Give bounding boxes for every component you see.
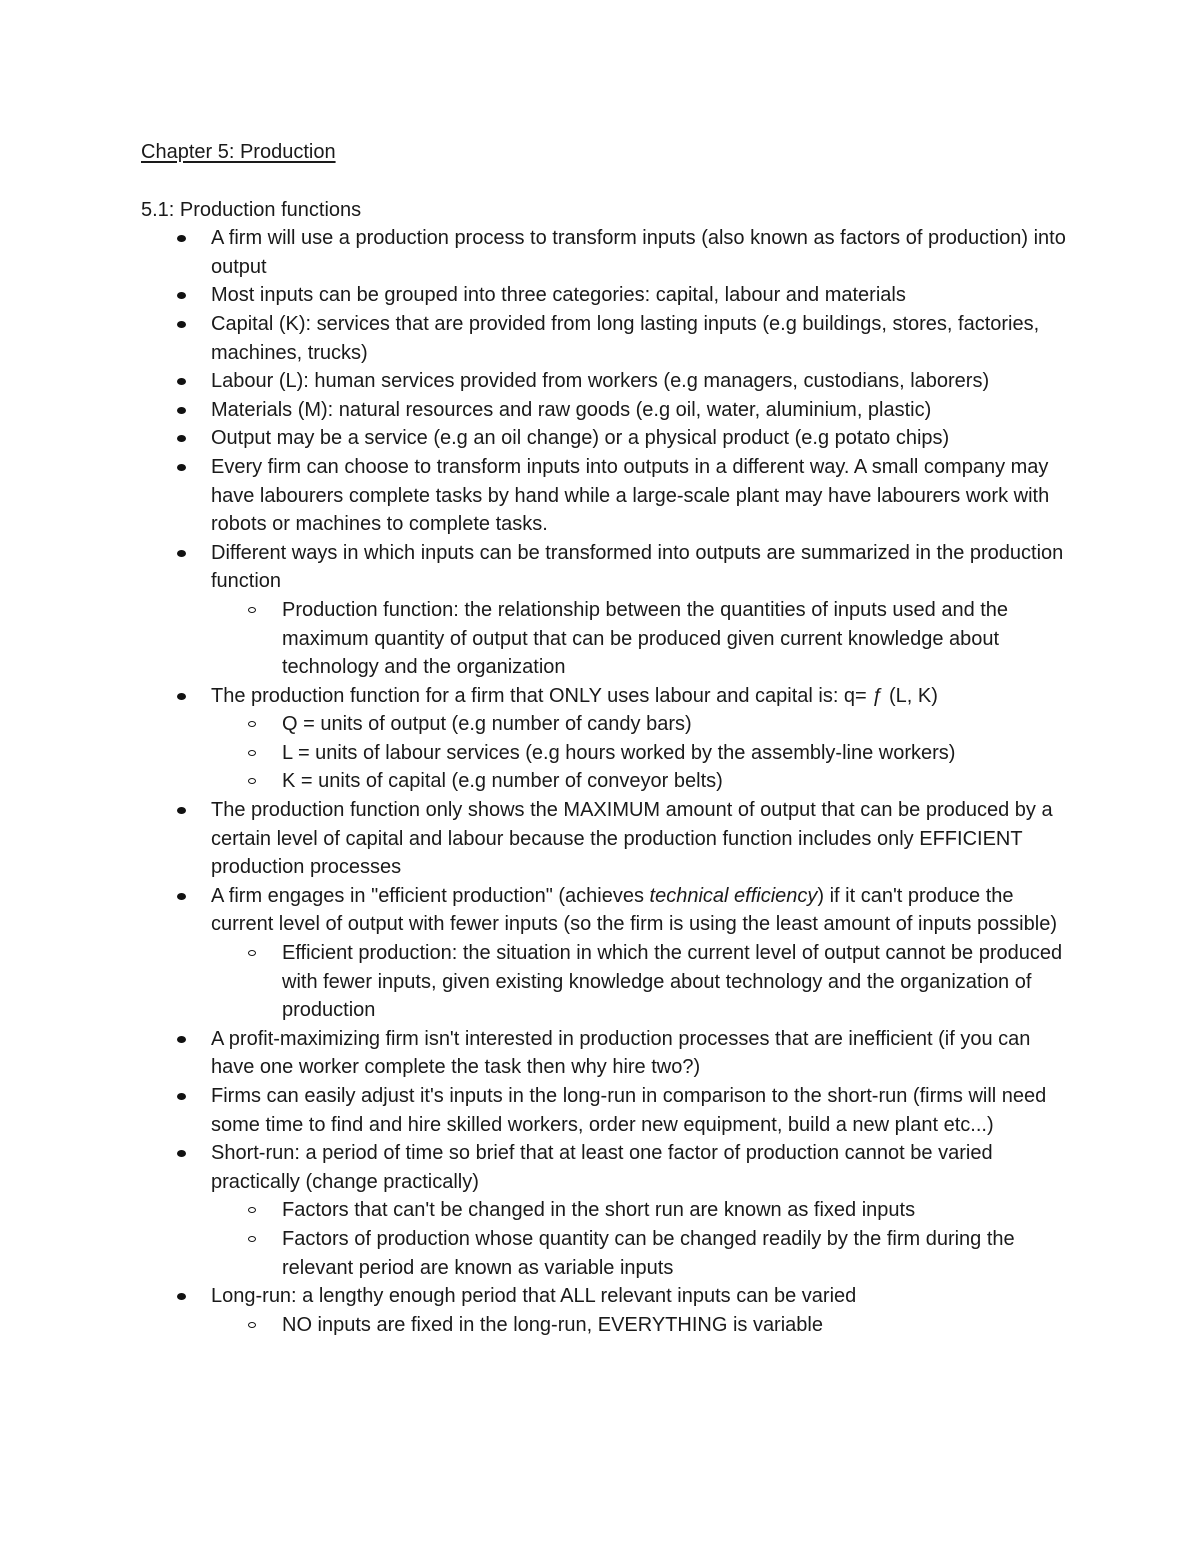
- sub-bullet-text: Production function: the relationship between the quantities of inputs used and the maximum quantity of output that can be produced given current knowledge about technology and the organization: [282, 598, 1009, 679]
- bullet-dot-icon: [177, 235, 186, 242]
- sub-bullet-list: [211, 1196, 1071, 1282]
- sub-bullet-item: [282, 710, 1071, 739]
- bullet-text: Long-run: a lengthy enough period that ALL relevant inputs can be varied: [211, 1285, 857, 1308]
- circle-bullet-icon: [248, 607, 256, 613]
- document-page: [141, 138, 1071, 1339]
- bullet-text: Most inputs can be grouped into three categories: capital, labour and materials: [211, 284, 906, 307]
- sub-bullet-text: Q = units of output (e.g number of candy bars): [282, 713, 692, 736]
- sub-bullet-item: [282, 939, 1071, 1025]
- bullet-dot-icon: [177, 407, 186, 414]
- bullet-list: [141, 224, 1071, 1339]
- sub-bullet-list: [211, 1311, 1071, 1340]
- circle-bullet-icon: [248, 950, 256, 956]
- bullet-dot-icon: [177, 292, 186, 299]
- bullet-dot-icon: [177, 893, 186, 900]
- bullet-item: [211, 1082, 1071, 1139]
- circle-bullet-icon: [248, 1322, 256, 1328]
- bullet-text: A profit-maximizing firm isn't interested in production processes that are inefficient (if you can have one worker complete the task then why hire two?): [211, 1027, 1031, 1079]
- bullet-text-part: ) if it can't produce the current level of output with fewer inputs (so the firm is using the least amount of inputs possible): [211, 884, 1057, 936]
- bullet-dot-icon: [177, 1036, 186, 1043]
- bullet-item: [211, 396, 1071, 425]
- sub-bullet-text: L = units of labour services (e.g hours worked by the assembly-line workers): [282, 741, 956, 764]
- bullet-text: A firm will use a production process to transform inputs (also known as factors of production) into output: [211, 227, 1066, 278]
- sub-bullet-item: [282, 1196, 1071, 1225]
- bullet-item: [211, 539, 1071, 682]
- bullet-dot-icon: [177, 435, 186, 442]
- bullet-dot-icon: [177, 321, 186, 328]
- bullet-dot-icon: [177, 550, 186, 557]
- bullet-text: Short-run: a period of time so brief that at least one factor of production cannot be varied practically (change practically): [211, 1142, 993, 1193]
- bullet-dot-icon: [177, 378, 186, 385]
- bullet-item: [211, 424, 1071, 453]
- bullet-item: [211, 367, 1071, 396]
- bullet-item: [211, 682, 1071, 796]
- circle-bullet-icon: [248, 1207, 256, 1213]
- bullet-dot-icon: [177, 1093, 186, 1100]
- chapter-title: Chapter 5: Production: [141, 141, 336, 163]
- sub-bullet-text: K = units of capital (e.g number of conveyor belts): [282, 770, 723, 793]
- sub-bullet-item: [282, 1311, 1071, 1340]
- sub-bullet-item: [282, 767, 1071, 796]
- bullet-text-part: A firm engages in "efficient production" (achieves: [211, 884, 650, 907]
- bullet-item: [211, 1282, 1071, 1339]
- bullet-dot-icon: [177, 464, 186, 471]
- bullet-item: [211, 796, 1071, 882]
- sub-bullet-item: [282, 1225, 1071, 1282]
- bullet-item: [211, 882, 1071, 1025]
- circle-bullet-icon: [248, 778, 256, 784]
- bullet-item: [211, 453, 1071, 539]
- sub-bullet-text: Factors that can't be changed in the short run are known as fixed inputs: [282, 1199, 916, 1222]
- circle-bullet-icon: [248, 1236, 256, 1242]
- section-title: 5.1: Production functions: [141, 198, 362, 221]
- sub-bullet-text: NO inputs are fixed in the long-run, EVERYTHING is variable: [282, 1313, 823, 1336]
- bullet-text: Every firm can choose to transform inputs into outputs in a different way. A small company may have labourers complete tasks by hand while a large-scale plant may have labourers work with robots or machines to complete tasks.: [211, 455, 1050, 536]
- bullet-item: [211, 310, 1071, 367]
- sub-bullet-item: [282, 596, 1071, 682]
- sub-bullet-text: Efficient production: the situation in which the current level of output cannot be produced with fewer inputs, given existing knowledge about technology and the organization of production: [282, 942, 1063, 1022]
- bullet-item: [211, 281, 1071, 310]
- bullet-text: Firms can easily adjust it's inputs in the long-run in comparison to the short-run (firms will need some time to find and hire skilled workers, order new equipment, build a new plant etc...): [211, 1085, 1047, 1136]
- bullet-text-italic: technical efficiency: [649, 884, 818, 907]
- bullet-item: [211, 1139, 1071, 1282]
- bullet-dot-icon: [177, 807, 186, 814]
- sub-bullet-list: [211, 710, 1071, 796]
- bullet-item: [211, 1025, 1071, 1082]
- bullet-item: [211, 224, 1071, 281]
- bullet-text: [211, 885, 1057, 936]
- bullet-text: The production function for a firm that ONLY uses labour and capital is: q= ƒ (L, K): [211, 684, 938, 707]
- bullet-text: The production function only shows the MAXIMUM amount of output that can be produced by a certain level of capital and labour because the production function includes only EFFICIENT production processes: [211, 799, 1053, 879]
- sub-bullet-item: [282, 739, 1071, 768]
- bullet-text: Materials (M): natural resources and raw goods (e.g oil, water, aluminium, plastic): [211, 398, 932, 421]
- bullet-dot-icon: [177, 693, 186, 700]
- sub-bullet-list: [211, 596, 1071, 682]
- bullet-text: Capital (K): services that are provided from long lasting inputs (e.g buildings, stores, factories, machines, trucks): [211, 312, 1040, 364]
- bullet-dot-icon: [177, 1293, 186, 1300]
- circle-bullet-icon: [248, 721, 256, 727]
- sub-bullet-list: [211, 939, 1071, 1025]
- bullet-text: Output may be a service (e.g an oil change) or a physical product (e.g potato chips): [211, 427, 950, 450]
- bullet-text: Labour (L): human services provided from workers (e.g managers, custodians, laborers): [211, 370, 990, 393]
- bullet-text: Different ways in which inputs can be transformed into outputs are summarized in the production function: [211, 541, 1064, 593]
- bullet-dot-icon: [177, 1150, 186, 1157]
- circle-bullet-icon: [248, 750, 256, 756]
- sub-bullet-text: Factors of production whose quantity can be changed readily by the firm during the relevant period are known as variable inputs: [282, 1227, 1015, 1279]
